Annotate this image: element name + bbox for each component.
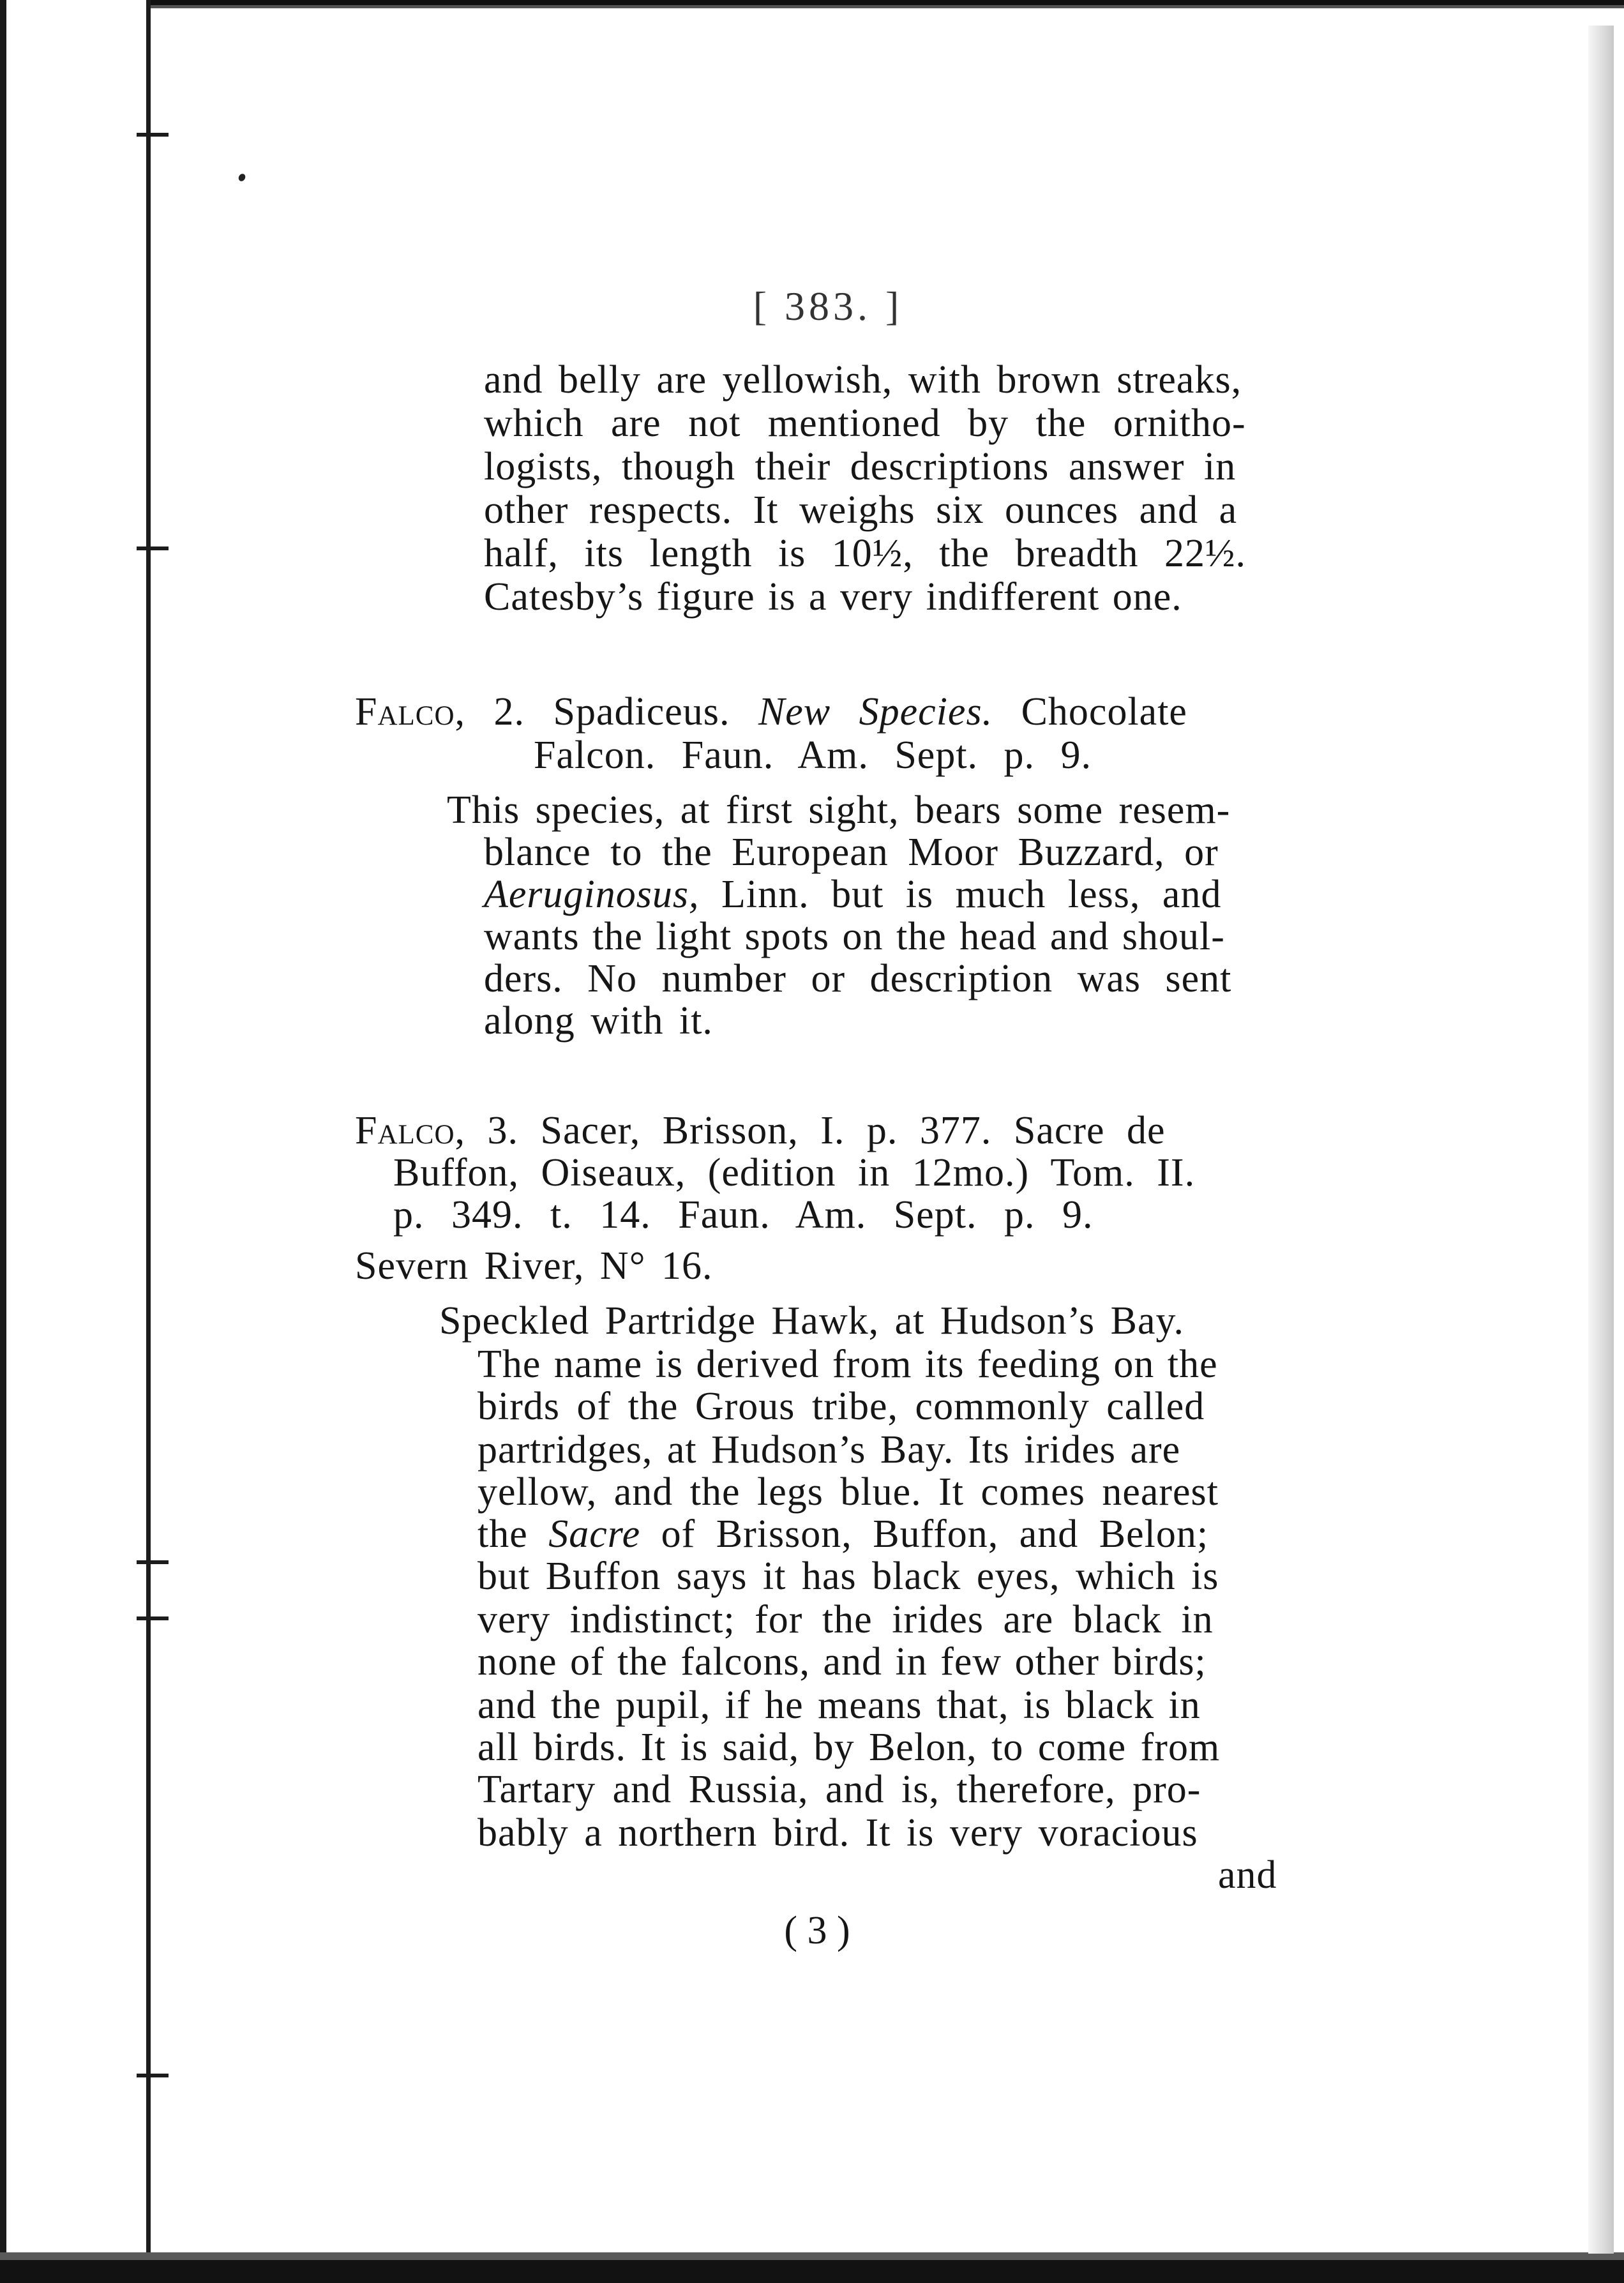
text-line: none of the falcons, and in few other birds; xyxy=(477,1640,1207,1684)
gutter-line xyxy=(146,0,151,2263)
text-line: other respects. It weighs six ounces and a xyxy=(484,488,1238,532)
text-segment: Sacre xyxy=(548,1512,641,1556)
text-segment: of Brisson, Buffon, and Belon; xyxy=(640,1512,1209,1556)
text-line: Tartary and Russia, and is, therefore, pro- xyxy=(477,1768,1201,1811)
text-line: all birds. It is said, by Belon, to come from xyxy=(477,1726,1221,1769)
binding-thread-mark xyxy=(137,2074,169,2077)
text-segment: Falco xyxy=(355,690,455,734)
binding-thread-mark xyxy=(137,546,169,550)
entry-heading xyxy=(355,691,1187,733)
text-line: Speckled Partridge Hawk, at Hudson’s Bay. xyxy=(439,1299,1184,1343)
text-line: ders. No number or description was sent xyxy=(484,957,1232,1000)
scan-bottom-border xyxy=(0,2260,1624,2283)
text-line: but Buffon says it has black eyes, which is xyxy=(477,1555,1219,1598)
text-line: bably a northern bird. It is very voracious xyxy=(477,1811,1198,1855)
text-segment: Linn. but is much less, and xyxy=(699,873,1222,916)
text-line xyxy=(484,873,1221,915)
text-segment: the xyxy=(477,1512,549,1556)
catchword: and xyxy=(1218,1853,1277,1897)
signature-mark: ( 3 ) xyxy=(784,1909,850,1952)
text-line: half, its length is 10½, the breadth 22½. xyxy=(484,532,1246,575)
binding-thread-mark xyxy=(137,133,169,137)
text-line: Buffon, Oiseaux, (edition in 12mo.) Tom. II. xyxy=(393,1151,1196,1194)
ink-speck xyxy=(237,172,247,182)
text-line: The name is derived from its feeding on the xyxy=(477,1343,1218,1386)
text-line: which are not mentioned by the ornitho- xyxy=(484,402,1246,445)
text-line: This species, at first sight, bears some resem- xyxy=(447,788,1231,832)
text-line: wants the light spots on the head and shoul- xyxy=(484,915,1225,958)
text-line: Catesby’s figure is a very indifferent one. xyxy=(484,575,1182,619)
text-line: Falcon. Faun. Am. Sept. p. 9. xyxy=(534,734,1092,777)
text-line: Severn River, N° 16. xyxy=(355,1244,713,1288)
binding-thread-mark xyxy=(137,1560,169,1564)
text-line: partridges, at Hudson’s Bay. Its irides are xyxy=(477,1428,1181,1472)
page-right-edge-shadow xyxy=(1588,26,1614,2254)
scan-top-border xyxy=(151,0,1624,5)
entry-heading xyxy=(355,1110,1166,1152)
text-line: and belly are yellowish, with brown streaks, xyxy=(484,358,1242,402)
page-number-header: [ 383. ] xyxy=(753,283,903,329)
text-line: and the pupil, if he means that, is black in xyxy=(477,1684,1201,1727)
text-segment: Falco xyxy=(355,1109,455,1152)
book-spine-shadow xyxy=(0,0,6,2283)
scan-bottom-border-shade xyxy=(0,2252,1624,2260)
text-line: birds of the Grous tribe, commonly called xyxy=(477,1385,1205,1428)
text-line: blance to the European Moor Buzzard, or xyxy=(484,831,1219,874)
text-segment: , 2. Spadiceus. xyxy=(455,690,758,734)
text-line: logists, though their descriptions answer in xyxy=(484,445,1237,488)
text-line: yellow, and the legs blue. It comes nearest xyxy=(477,1470,1219,1514)
text-segment: New Species. xyxy=(758,690,993,734)
text-segment: Aeruginosus, xyxy=(484,873,700,916)
text-segment: Chocolate xyxy=(993,690,1187,734)
binding-thread-mark xyxy=(137,1616,169,1620)
scan-top-border-shade xyxy=(151,5,1624,8)
text-line: along with it. xyxy=(484,999,713,1043)
text-line: p. 349. t. 14. Faun. Am. Sept. p. 9. xyxy=(393,1193,1094,1237)
text-line: very indistinct; for the irides are black in xyxy=(477,1598,1214,1641)
text-line xyxy=(477,1513,1208,1555)
text-segment: , 3. Sacer, Brisson, I. p. 377. Sacre de xyxy=(455,1109,1166,1152)
